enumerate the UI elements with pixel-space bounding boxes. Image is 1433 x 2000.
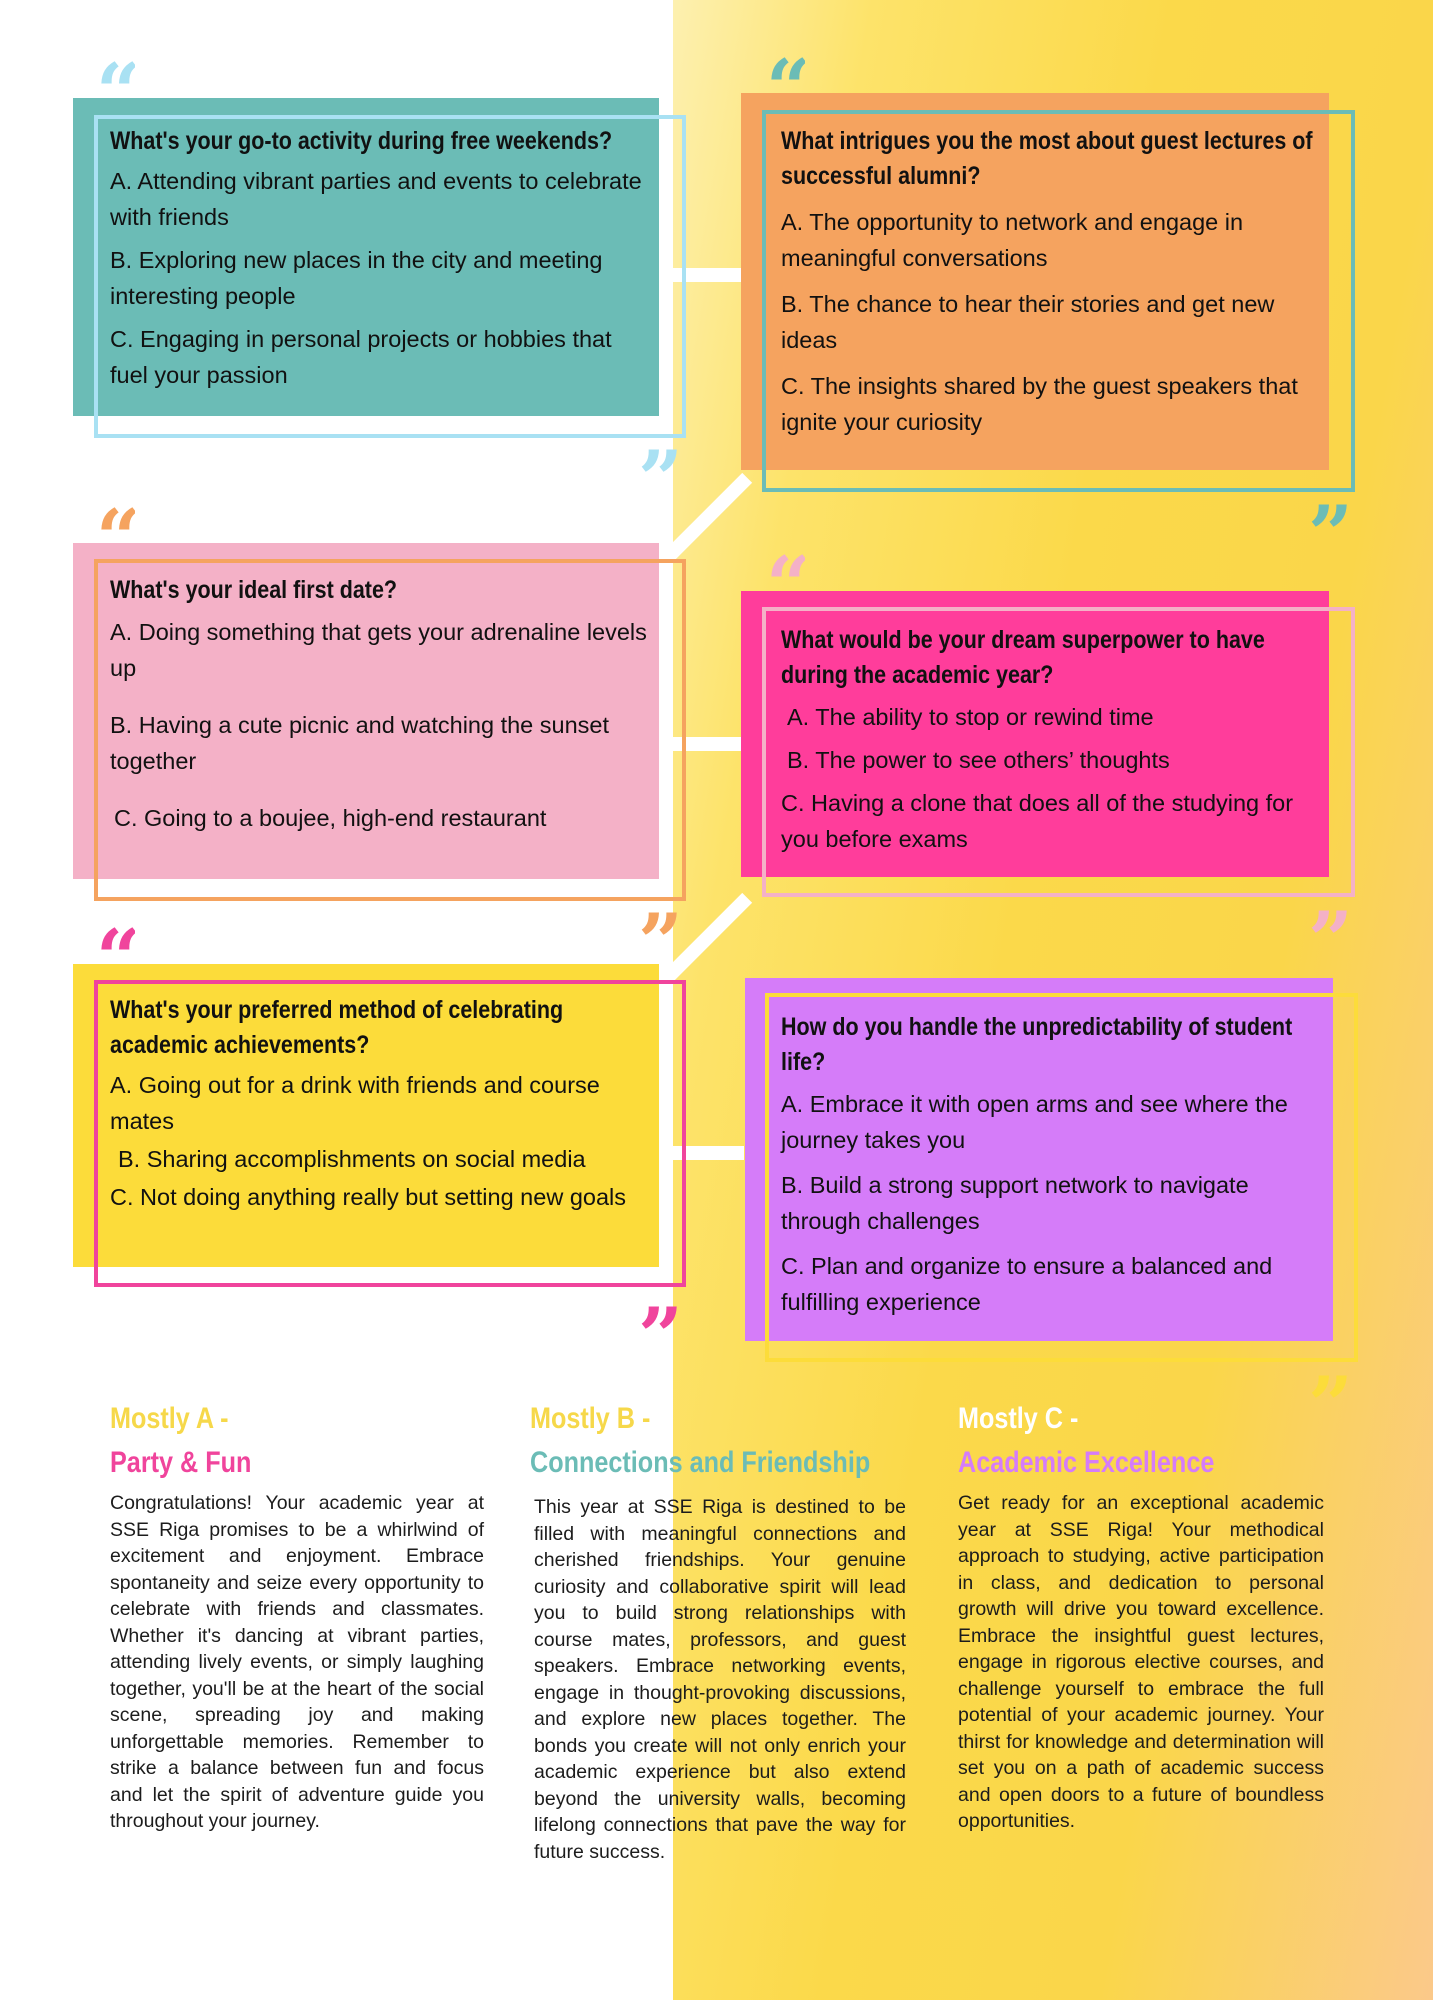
answer-option: A. Attending vibrant parties and events to celebrate with friends (110, 168, 642, 230)
open-quote-icon: “ (766, 547, 805, 597)
question-title: What would be your dream superpower to have during the academic year? (781, 626, 1265, 689)
answer-option: B. The power to see others’ thoughts (787, 747, 1170, 773)
open-quote-icon: “ (96, 500, 135, 550)
answer-option: A. Embrace it with open arms and see where the journey takes you (781, 1091, 1288, 1153)
close-quote-icon: ” (638, 904, 677, 954)
question-title: What's your ideal first date? (110, 576, 398, 604)
question-block (110, 124, 650, 400)
answer-option: C. Having a clone that does all of the studying for you before exams (781, 790, 1294, 852)
open-quote-icon: “ (96, 54, 135, 104)
result-description: This year at SSE Riga is destined to be filled with meaningful connections and cherished friendships. Your genuine curiosity and collaborative spirit will lead you to build strong relationships with course mates, professors, and guest speakers. Embrace networking events, engage in thought-provoking discussions, and explore new places together. The bonds you create will not only enrich your academic experience but also extend beyond the university walls, becoming lifelong connections that pave the way for future success. (534, 1496, 906, 1863)
result-mostly-label: Mostly C - (958, 1402, 1079, 1435)
question-title: What's your go-to activity during free weekends? (110, 127, 613, 155)
answer-option: B. Sharing accomplishments on social media (118, 1146, 586, 1172)
question-block (781, 124, 1321, 447)
result-title: Connections and Friendship (530, 1446, 871, 1479)
result-description: Get ready for an exceptional academic year at SSE Riga! Your methodical approach to studying, active participation in class, and dedication to personal growth will drive you toward excellence. Embrace the insightful guest lectures, engage in rigorous elective courses, and challenge yourself to embrace the full potential of your academic journey. Your thirst for knowledge and determination will set you on a path of academic success and open doors to a future of boundless opportunities. (958, 1492, 1324, 1832)
question-block (781, 623, 1321, 864)
close-quote-icon: ” (638, 441, 677, 491)
answer-option: C. Not doing anything really but setting new goals (110, 1184, 627, 1210)
answer-option: A. The opportunity to network and engage in meaningful conversations (781, 209, 1244, 271)
answer-option: C. Going to a boujee, high-end restaurant (114, 805, 547, 831)
answer-option: C. Engaging in personal projects or hobbies that fuel your passion (110, 326, 612, 388)
question-block (110, 573, 650, 843)
open-quote-icon: “ (96, 920, 135, 970)
close-quote-icon: ” (1308, 902, 1347, 952)
open-quote-icon: “ (766, 50, 805, 100)
answer-option: A. The ability to stop or rewind time (787, 704, 1154, 730)
answer-option: C. Plan and organize to ensure a balanced and fulfilling experience (781, 1253, 1273, 1315)
question-title: How do you handle the unpredictability of student life? (781, 1013, 1293, 1076)
result-mostly-label: Mostly B - (530, 1402, 651, 1435)
result-title: Academic Excellence (958, 1446, 1215, 1479)
answer-option: C. The insights shared by the guest speakers that ignite your curiosity (781, 373, 1298, 435)
question-block (110, 993, 650, 1222)
answer-option: B. The chance to hear their stories and get new ideas (781, 291, 1275, 353)
result-title: Party & Fun (110, 1446, 252, 1479)
close-quote-icon: ” (1308, 1367, 1347, 1417)
result-mostly-label: Mostly A - (110, 1402, 229, 1435)
answer-option: A. Doing something that gets your adrenaline levels up (110, 619, 647, 681)
answer-option: B. Exploring new places in the city and meeting interesting people (110, 247, 603, 309)
question-block (781, 1010, 1321, 1327)
answer-option: B. Having a cute picnic and watching the sunset together (110, 712, 610, 774)
question-title: What intrigues you the most about guest lectures of successful alumni? (781, 127, 1313, 190)
answer-option: A. Going out for a drink with friends and course mates (110, 1072, 600, 1134)
close-quote-icon: ” (1308, 496, 1347, 546)
result-description: Congratulations! Your academic year at SSE Riga promises to be a whirlwind of excitement and enjoyment. Embrace spontaneity and seize every opportunity to celebrate with friends and classmates. Whether it's dancing at vibrant parties, attending lively events, or simply laughing together, you'll be at the heart of the social scene, spreading joy and making unforgettable memories. Remember to strike a balance between fun and focus and let the spirit of adventure guide you throughout your journey. (110, 1492, 484, 1832)
answer-option: B. Build a strong support network to navigate through challenges (781, 1172, 1249, 1234)
close-quote-icon: ” (638, 1298, 677, 1348)
question-title: What's your preferred method of celebrating academic achievements? (110, 996, 564, 1059)
